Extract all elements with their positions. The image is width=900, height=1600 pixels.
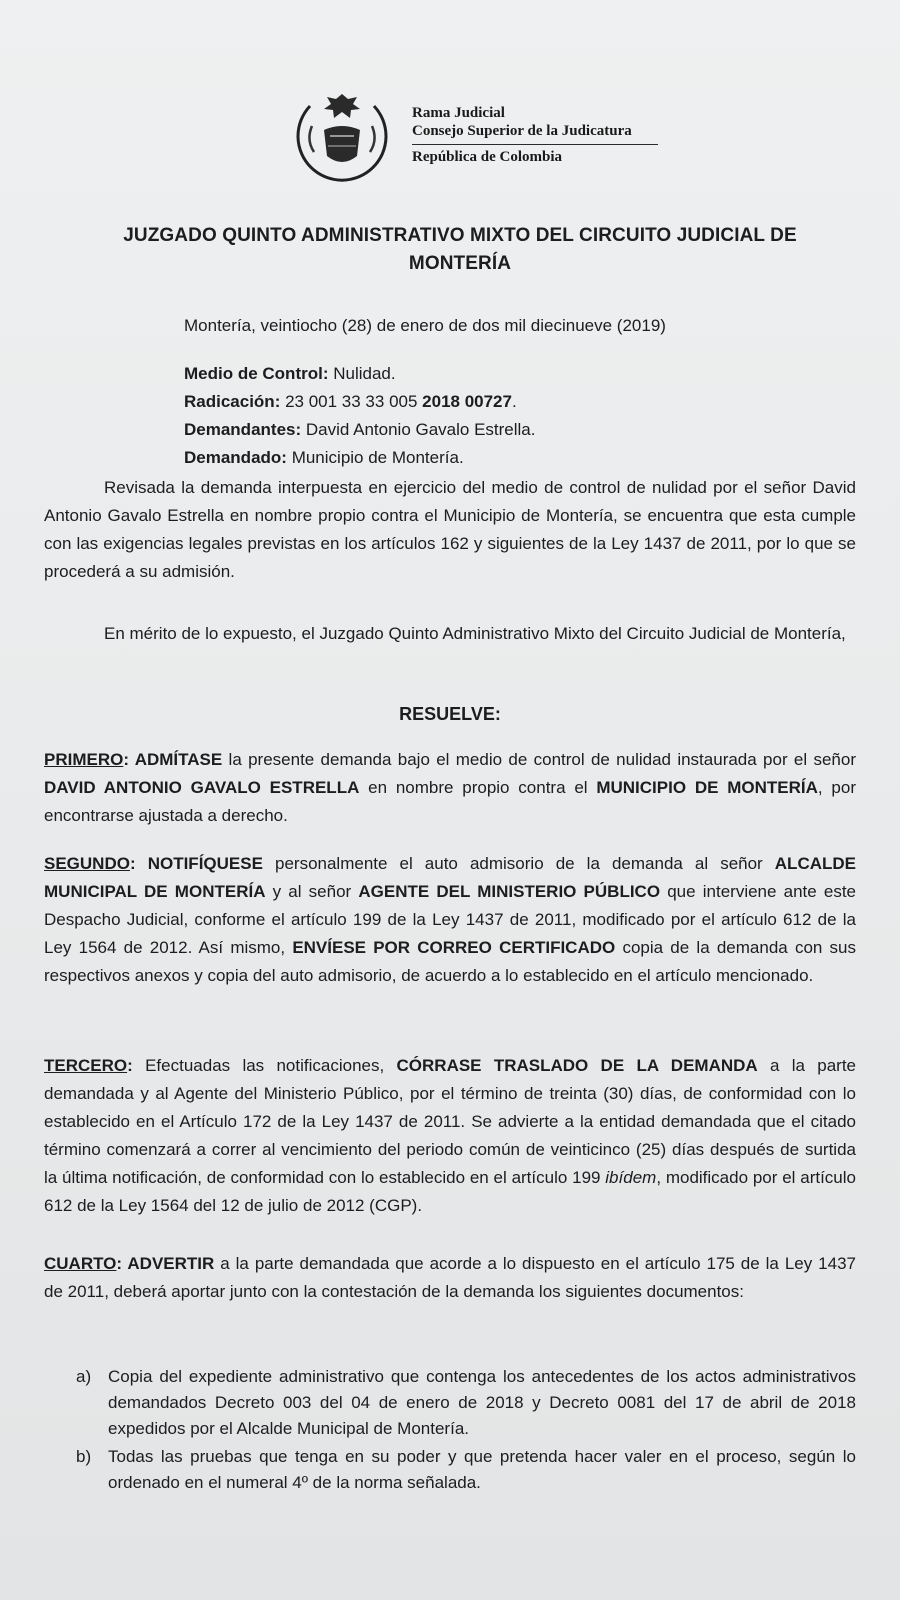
case-metadata [184, 360, 536, 472]
court-title-line1: JUZGADO QUINTO ADMINISTRATIVO MIXTO DEL CIRCUITO JUDICIAL DE [123, 225, 797, 246]
list-item-text: Copia del expediente administrativo que contenga los antecedentes de los actos administrativos demandados Decreto 003 del 04 de enero de 2018 y Decreto 0081 del 17 de abril de 2018 expedidos por el Alcalde Municipal de Montería. [108, 1367, 856, 1438]
primero-colon: : [123, 750, 135, 769]
list-item-marker: b) [76, 1447, 92, 1466]
cuarto-colon: : [116, 1254, 128, 1273]
segundo-b3: AGENTE DEL MINISTERIO PÚBLICO [358, 882, 661, 901]
meta-demandado [184, 444, 536, 472]
letterhead [290, 80, 710, 190]
segundo-b2: ALCALDE MUNICIPAL DE MONTERÍA [44, 854, 856, 901]
meta-radicacion-value-b: 2018 00727 [422, 392, 512, 411]
header-rule [412, 144, 658, 145]
resuelve-heading: RESUELVE: [399, 704, 501, 724]
list-item [70, 1444, 856, 1496]
primero-t1: la presente demanda bajo el medio de control de nulidad instaurada por el señor [222, 750, 856, 769]
segundo-t4: copia de la demanda con sus respectivos anexos y copia del auto admisorio, de acuerdo a lo establecido en el artículo mencionado. [44, 938, 857, 985]
list-item [70, 1364, 856, 1442]
tercero-i1: ibídem [605, 1168, 657, 1187]
primero-label: PRIMERO [44, 750, 124, 769]
segundo-t1: personalmente el auto admisorio de la demanda al señor [262, 854, 775, 873]
meta-demandado-label: Demandado: [184, 448, 287, 467]
tercero-b1: CÓRRASE TRASLADO DE LA DEMANDA [396, 1056, 758, 1075]
segundo-t3: que interviene ante este Despacho Judicial, conforme el artículo 199 de la Ley 1437 de 2011, modificado por el artículo 612 de la Ley 1564 de 2012. Así mismo, [44, 882, 856, 957]
meta-radicacion [184, 388, 536, 416]
cuarto-b1: ADVERTIR [127, 1254, 215, 1273]
primero-b1: ADMÍTASE [134, 750, 223, 769]
segundo-b4: ENVÍESE POR CORREO CERTIFICADO [292, 938, 616, 957]
meta-demandantes [184, 416, 536, 444]
org-line-consejo: Consejo Superior de la Judicatura [412, 123, 632, 139]
cuarto-label: CUARTO [44, 1254, 117, 1273]
colombia-coat-of-arms-icon [290, 86, 394, 190]
tercero-colon: : [127, 1056, 146, 1075]
org-line-rama: Rama Judicial [412, 105, 505, 121]
primero-t3: , por encontrarse ajustada a derecho. [44, 778, 856, 825]
meta-medio [184, 360, 536, 388]
tercero-paragraph [44, 1052, 856, 1220]
list-item-text: Todas las pruebas que tenga en su poder y que pretenda hacer valer en el proceso, según lo ordenado en el numeral 4º de la norma señalada. [108, 1447, 856, 1492]
tercero-t2: , modificado por el artículo 612 de la Ley 1564 del 12 de julio de 2012 (CGP). [44, 1168, 856, 1215]
primero-b2: DAVID ANTONIO GAVALO ESTRELLA [44, 778, 360, 797]
org-line-republica: República de Colombia [412, 149, 563, 165]
tercero-label: TERCERO [44, 1056, 128, 1075]
segundo-colon: : [129, 854, 148, 873]
meta-radicacion-label: Radicación: [184, 392, 281, 411]
meta-demandantes-value: David Antonio Gavalo Estrella. [301, 420, 536, 439]
cuarto-paragraph [44, 1250, 856, 1306]
primero-t2: en nombre propio contra el [359, 778, 597, 797]
meta-demandantes-label: Demandantes: [184, 420, 302, 439]
court-title [60, 222, 860, 278]
document-date: Montería, veintiocho (28) de enero de dos mil diecinueve (2019) [184, 316, 666, 335]
primero-b3: MUNICIPIO DE MONTERÍA [596, 778, 818, 797]
tercero-t1: a la parte demandada y al Agente del Ministerio Público, por el término de treinta (30) días, de conformidad con lo establecido en el Artículo 172 de la Ley 1437 de 2011. Se advierte a la entidad demandada que el citado término comenzará a correr al vencimiento del periodo común de veinticinco (25) días después de surtida la última notificación, de conformidad con lo establecido en el artículo 199 [44, 1056, 857, 1187]
documents-list [70, 1364, 856, 1498]
meta-medio-label: Medio de Control: [184, 364, 329, 383]
meta-demandado-value: Municipio de Montería. [286, 448, 464, 467]
intro-paragraph: Revisada la demanda interpuesta en ejercicio del medio de control de nulidad por el señor David Antonio Gavalo Estrella en nombre propio contra el Municipio de Montería, se encuentra que esta cumple con las exigencias legales previstas en los artículos 162 y siguientes de la Ley 1437 de 2011, por lo que se procederá a su admisión. [44, 478, 856, 581]
primero-paragraph [44, 746, 856, 830]
tercero-t0: Efectuadas las notificaciones, [145, 1056, 397, 1075]
meta-radicacion-value-a: 23 001 33 33 005 [280, 392, 423, 411]
cuarto-t1: a la parte demandada que acorde a lo dispuesto en el artículo 175 de la Ley 1437 de 2011, deberá aportar junto con la contestación de la demanda los siguientes documentos: [44, 1254, 856, 1301]
segundo-b1: NOTIFÍQUESE [147, 854, 263, 873]
segundo-t2: y al señor [265, 882, 359, 901]
meta-medio-value: Nulidad. [328, 364, 396, 383]
segundo-paragraph [44, 850, 856, 990]
segundo-label: SEGUNDO [44, 854, 130, 873]
list-item-marker: a) [76, 1367, 92, 1386]
merito-paragraph: En mérito de lo expuesto, el Juzgado Quinto Administrativo Mixto del Circuito Judicial de Montería, [104, 624, 846, 643]
meta-radicacion-value-c: . [511, 392, 517, 411]
court-title-line2: MONTERÍA [408, 253, 512, 274]
judicial-branch-name [412, 104, 658, 166]
